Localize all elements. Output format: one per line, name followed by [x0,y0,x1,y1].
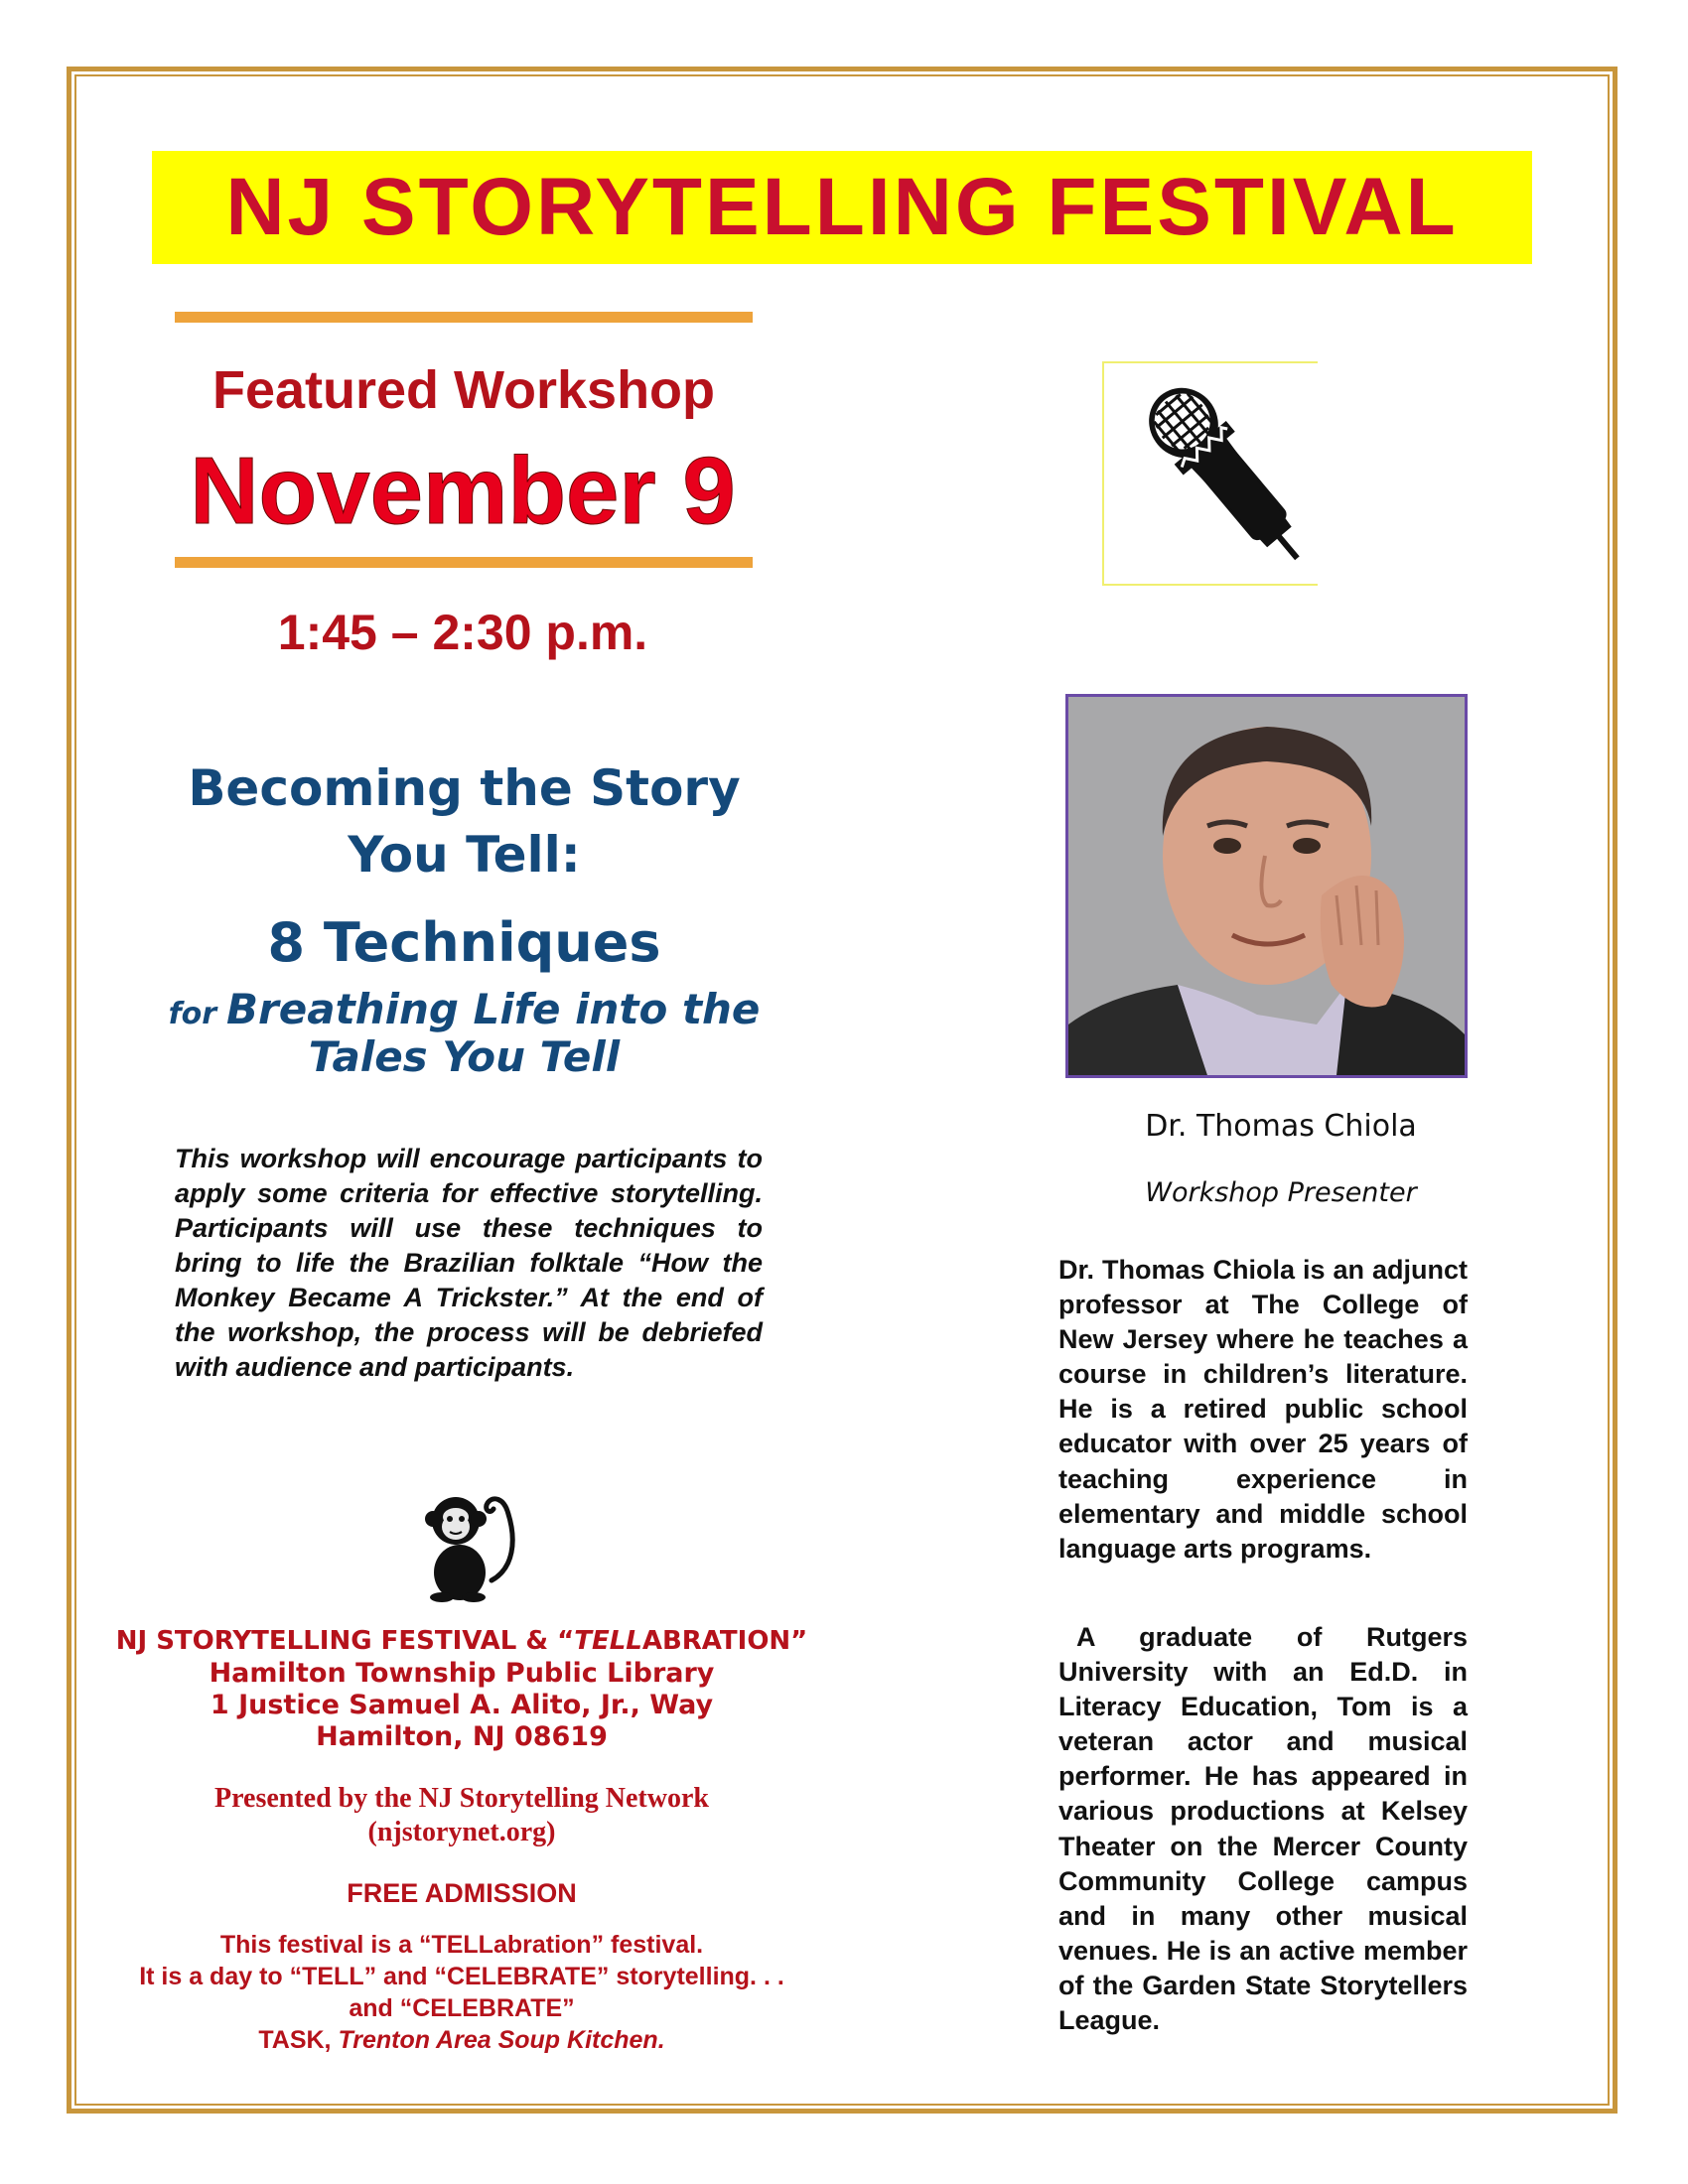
presenter-bio-paragraph1: Dr. Thomas Chiola is an adjunct professor at The College of New Jersey where he teaches a course in children’s literature. He is a retired public school educator with over 25 years of teaching experience in elementary and middle school language arts programs. [1058,1255,1468,1564]
tellabration-line3: and “CELEBRATE” [349,1994,575,2022]
workshop-subtitle-line2: Tales You Tell [308,1032,621,1081]
workshop-title-line3: 8 Techniques [267,911,661,974]
presenter-role: Workshop Presenter [1145,1177,1417,1208]
microphone-icon [1102,361,1318,586]
workshop-description: This workshop will encourage participants to apply some criteria for effective storytelling. Participants will use these techniques to bring to life the Brazilian folktale “How the Monkey Became A Trickster.” At the end of the workshop, the process will be debriefed with audience and participants. [175,1144,763,1382]
divider-bottom [175,557,753,568]
venue-line1: NJ STORYTELLING FESTIVAL & “TELLABRATION” [115,1626,808,1656]
workshop-time: 1:45 – 2:30 p.m. [277,605,648,660]
workshop-title-line1: Becoming the Story [188,759,741,817]
title-banner [152,151,1532,264]
microphone-frame [1102,361,1318,586]
workshop-title-line2: You Tell: [348,826,581,884]
venue-line3: 1 Justice Samuel A. Alito, Jr., Way [210,1690,714,1720]
presenter-website: (njstorynet.org) [367,1817,556,1847]
divider-top [175,312,753,323]
tellabration-line2: It is a day to “TELL” and “CELEBRATE” storytelling. . . [139,1963,784,1990]
venue-line4: Hamilton, NJ 08619 [316,1721,608,1752]
presenter-bio-paragraph2: A graduate of Rutgers University with an Ed.D. in Literacy Education, Tom is a veteran actor and musical performer. He has appeared in various productions at Kelsey Theater on the Mercer County Community College campus and in many other musical venues. He is an active member of the Garden State Storytellers League. [1058,1622,1468,2036]
venue-line2: Hamilton Township Public Library [209,1658,715,1689]
featured-workshop-label: Featured Workshop [211,360,716,420]
subtitle-text: Breathing Life into the [226,985,761,1033]
subtitle-for: for [168,997,217,1031]
presented-by: Presented by the NJ Storytelling Network [214,1783,709,1814]
free-admission: FREE ADMISSION [347,1878,577,1908]
monkey-icon [422,1481,521,1602]
tellabration-line1: This festival is a “TELLabration” festival. [219,1931,704,1959]
tellabration-line4: TASK, Trenton Area Soup Kitchen. [258,2026,665,2054]
presenter-photo [1065,694,1468,1078]
workshop-subtitle-line1 [149,985,779,1033]
workshop-date: November 9 [190,438,736,544]
page-title: NJ STORYTELLING FESTIVAL [225,162,1459,252]
presenter-name: Dr. Thomas Chiola [1145,1109,1417,1144]
presenter-portrait [1068,697,1465,1075]
